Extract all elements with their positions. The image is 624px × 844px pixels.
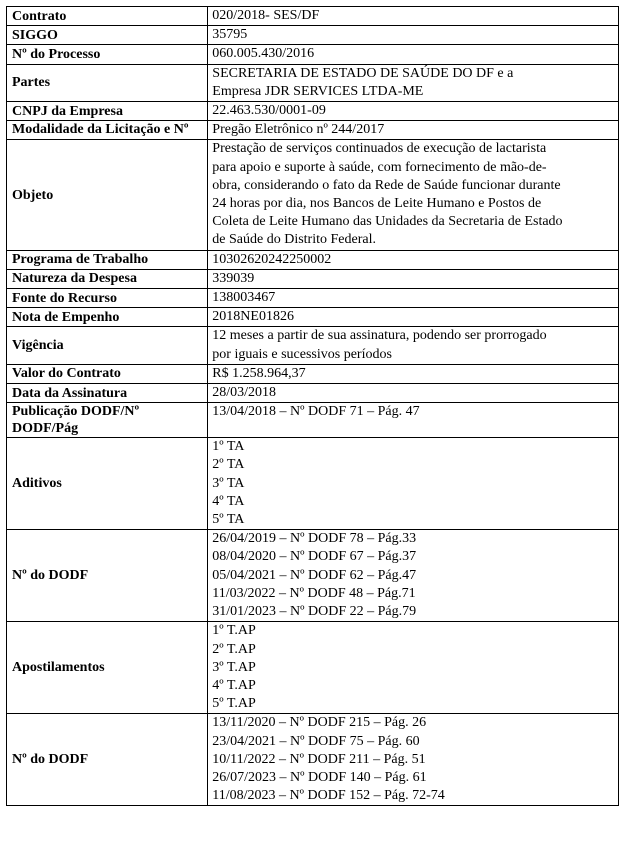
field-value xyxy=(208,102,619,121)
field-label: Data da Assinatura xyxy=(7,384,208,403)
value-line: Empresa JDR SERVICES LTDA-ME xyxy=(212,83,424,99)
value-line: 12 meses a partir de sua assinatura, podendo ser prorrogado xyxy=(212,328,547,344)
value-line: por iguais e sucessivos períodos xyxy=(212,346,392,362)
table-row xyxy=(7,121,619,140)
value-line: 23/04/2021 – Nº DODF 75 – Pág. 60 xyxy=(212,733,420,749)
table-row xyxy=(7,714,619,806)
value-line: 020/2018- SES/DF xyxy=(212,8,320,23)
value-line: 10/11/2022 – Nº DODF 211 – Pág. 51 xyxy=(212,751,426,767)
field-label: Valor do Contrato xyxy=(7,364,208,383)
value-line: 1º T.AP xyxy=(212,623,256,639)
field-label: Vigência xyxy=(7,327,208,364)
field-label: Objeto xyxy=(7,140,208,250)
value-line: 08/04/2020 – Nº DODF 67 – Pág.37 xyxy=(212,549,417,565)
value-line: 339039 xyxy=(212,270,255,286)
value-line: 11/08/2023 – Nº DODF 152 – Pág. 72-74 xyxy=(212,788,445,804)
field-value xyxy=(208,140,619,250)
field-value xyxy=(208,269,619,288)
table-row xyxy=(7,269,619,288)
value-line: 11/03/2022 – Nº DODF 48 – Pág.71 xyxy=(212,585,416,601)
value-line: Coleta de Leite Humano das Unidades da Secretaria de Estado xyxy=(212,214,563,230)
value-line: 1º TA xyxy=(212,439,245,455)
field-value xyxy=(208,45,619,64)
value-line: Pregão Eletrônico nº 244/2017 xyxy=(212,122,385,138)
value-line: SECRETARIA DE ESTADO DE SAÚDE DO DF e a xyxy=(212,65,514,81)
field-value xyxy=(208,438,619,530)
field-label: Nº do Processo xyxy=(7,45,208,64)
field-label: Nota de Empenho xyxy=(7,308,208,327)
table-row xyxy=(7,102,619,121)
field-label: Nº do DODF xyxy=(7,530,208,622)
value-line: 10302620242250002 xyxy=(212,251,332,267)
value-line: obra, considerando o fato da Rede de Saúde funcionar durante xyxy=(212,177,561,193)
field-value xyxy=(208,7,619,26)
value-line: 5º T.AP xyxy=(212,696,256,712)
contract-info-table xyxy=(6,6,619,806)
table-row xyxy=(7,530,619,622)
field-value xyxy=(208,384,619,403)
field-label: Contrato xyxy=(7,7,208,26)
value-line: 3º TA xyxy=(212,475,245,491)
table-row xyxy=(7,26,619,45)
value-line: 4º T.AP xyxy=(212,677,256,693)
value-line: 13/04/2018 – Nº DODF 71 – Pág. 47 xyxy=(212,404,420,420)
table-row xyxy=(7,622,619,714)
value-line: 22.463.530/0001-09 xyxy=(212,103,326,119)
value-line: 24 horas por dia, nos Bancos de Leite Humano e Postos de xyxy=(212,196,542,212)
value-line: R$ 1.258.964,37 xyxy=(212,365,306,381)
field-label: Nº do DODF xyxy=(7,714,208,806)
field-label: Modalidade da Licitação e Nº xyxy=(7,121,208,140)
value-line: 4º TA xyxy=(212,493,245,509)
value-line: 138003467 xyxy=(212,290,276,306)
field-label: Publicação DODF/Nº DODF/Pág xyxy=(7,403,208,438)
value-line: de Saúde do Distrito Federal. xyxy=(212,232,376,248)
table-row xyxy=(7,403,619,438)
field-value xyxy=(208,308,619,327)
field-value xyxy=(208,26,619,45)
field-label: Natureza da Despesa xyxy=(7,269,208,288)
value-line: 26/04/2019 – Nº DODF 78 – Pág.33 xyxy=(212,531,417,547)
table-row xyxy=(7,64,619,101)
value-line: 28/03/2018 xyxy=(212,385,277,401)
field-label: SIGGO xyxy=(7,26,208,45)
field-label: Partes xyxy=(7,64,208,101)
field-value xyxy=(208,403,619,438)
field-label: Apostilamentos xyxy=(7,622,208,714)
field-value xyxy=(208,530,619,622)
field-label: CNPJ da Empresa xyxy=(7,102,208,121)
table-row xyxy=(7,364,619,383)
value-line: 13/11/2020 – Nº DODF 215 – Pág. 26 xyxy=(212,715,427,731)
value-line: 5º TA xyxy=(212,512,245,528)
table-row xyxy=(7,438,619,530)
field-label: Fonte do Recurso xyxy=(7,289,208,308)
value-line: 2º TA xyxy=(212,457,245,473)
field-value xyxy=(208,622,619,714)
value-line: 35795 xyxy=(212,27,248,43)
table-row xyxy=(7,7,619,26)
value-line: 26/07/2023 – Nº DODF 140 – Pág. 61 xyxy=(212,769,427,785)
value-line: 31/01/2023 – Nº DODF 22 – Pág.79 xyxy=(212,604,417,620)
table-row xyxy=(7,250,619,269)
field-value xyxy=(208,364,619,383)
field-value xyxy=(208,714,619,806)
field-value xyxy=(208,289,619,308)
field-label: Programa de Trabalho xyxy=(7,250,208,269)
contract-summary-document xyxy=(6,6,619,806)
table-row xyxy=(7,289,619,308)
table-row xyxy=(7,140,619,250)
table-row xyxy=(7,384,619,403)
value-line: para apoio e suporte à saúde, com fornecimento de mão-de- xyxy=(212,159,547,175)
field-value xyxy=(208,250,619,269)
table-row xyxy=(7,327,619,364)
field-value xyxy=(208,64,619,101)
table-row xyxy=(7,45,619,64)
table-body xyxy=(7,7,619,806)
value-line: 060.005.430/2016 xyxy=(212,46,315,62)
field-value xyxy=(208,121,619,140)
value-line: 3º T.AP xyxy=(212,659,256,675)
value-line: 2º T.AP xyxy=(212,641,256,657)
value-line: Prestação de serviços continuados de execução de lactarista xyxy=(212,141,547,157)
value-line: 05/04/2021 – Nº DODF 62 – Pág.47 xyxy=(212,567,417,583)
value-line: 2018NE01826 xyxy=(212,309,294,325)
field-value xyxy=(208,327,619,364)
field-label: Aditivos xyxy=(7,438,208,530)
table-row xyxy=(7,308,619,327)
